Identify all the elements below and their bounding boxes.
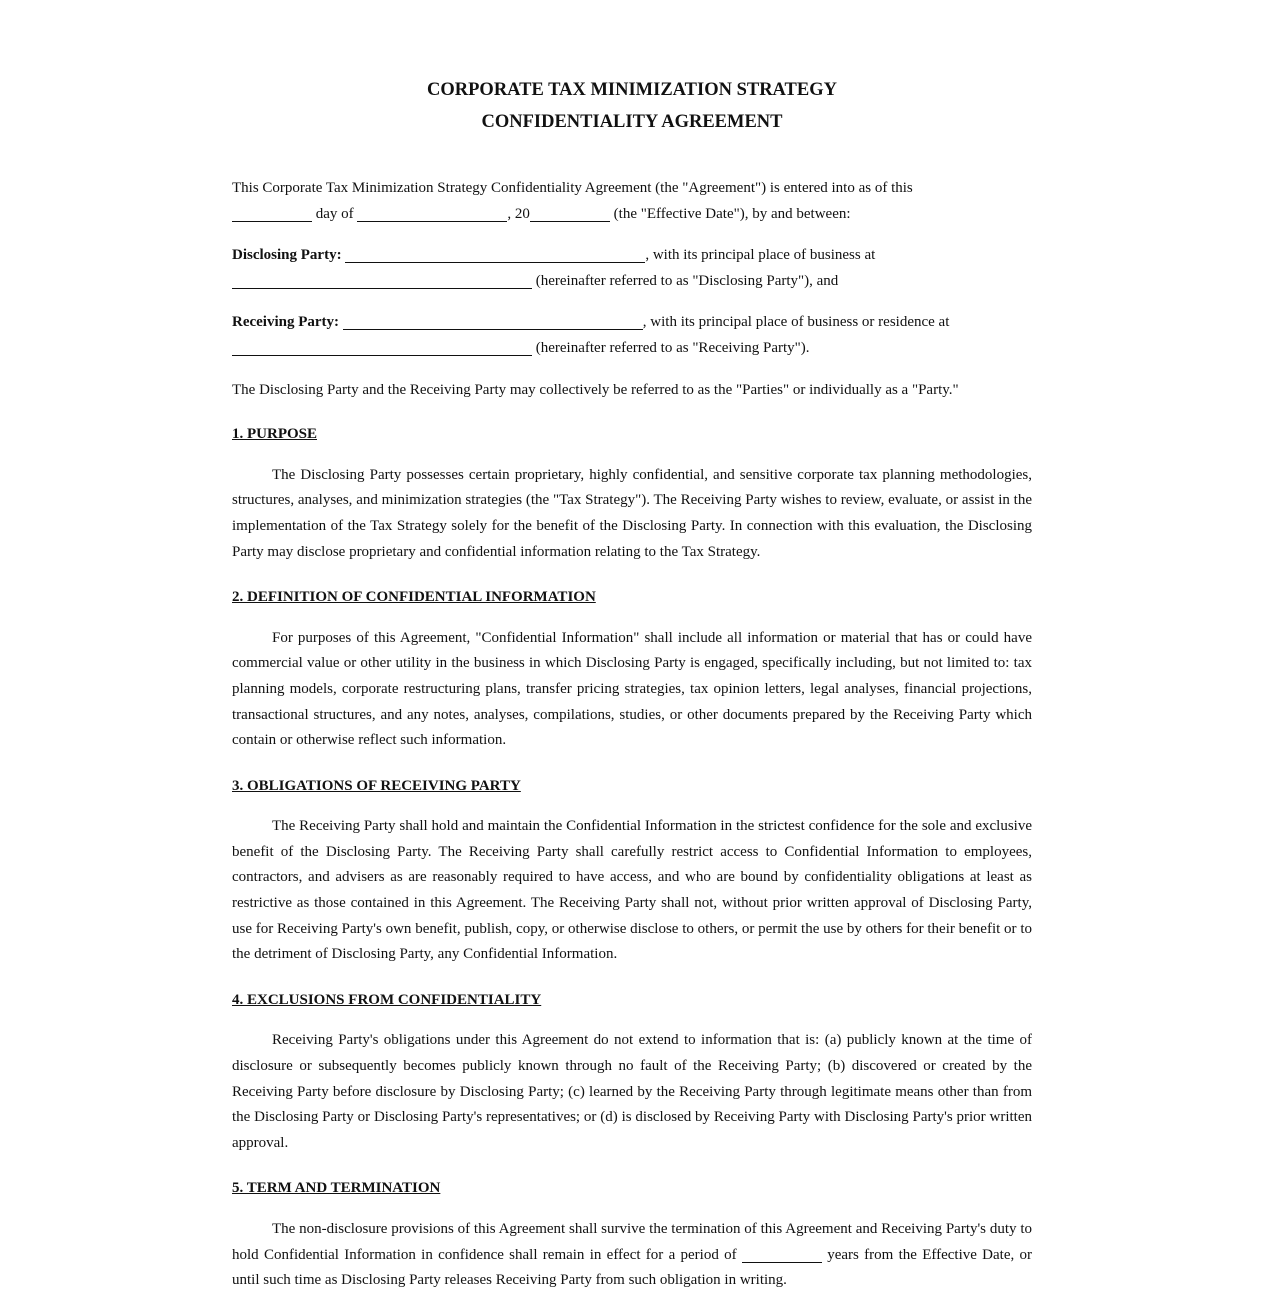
receiving-text-b: (hereinafter referred to as "Receiving Party"). <box>535 339 810 356</box>
receiving-party-name-field[interactable] <box>343 313 643 330</box>
intro-text-d: (the "Effective Date"), by and between: <box>613 205 851 222</box>
section-body-exclusions: Receiving Party's obligations under this Agreement do not extend to information that is: (a) publicly known at the time of disclosure or subsequently becomes publicly known through no fault of the Receiving Party; (b) discovered or created by the Receiving Party before disclosure by Disclosing Party; (c) learned by the Receiving Party through legitimate means other than from the Disclosing Party or Disclosing Party's representatives; or (d) is disclosed by Receiving Party with Disclosing Party's prior written approval. <box>232 1032 1032 1151</box>
section-body-obligations: The Receiving Party shall hold and maintain the Confidential Information in the strictest confidence for the sole and exclusive benefit of the Disclosing Party. The Receiving Party shall carefully restrict access to Confidential Information to employees, contractors, and advisers as are reasonably required to have access, and who are bound by confidentiality obligations at least as restrictive as those contained in this Agreement. The Receiving Party shall not, without prior written approval of Disclosing Party, use for Receiving Party's own benefit, publish, copy, or otherwise disclose to others, or permit the use by others for their benefit or to the detriment of Disclosing Party, any Confidential Information. <box>232 818 1032 963</box>
year-blank-field[interactable] <box>530 205 610 222</box>
section-heading-obligations: 3. OBLIGATIONS OF RECEIVING PARTY <box>232 777 521 794</box>
month-blank-field[interactable] <box>357 205 507 222</box>
disclosing-party-paragraph <box>232 243 1032 294</box>
section-heading-definition: 2. DEFINITION OF CONFIDENTIAL INFORMATION <box>232 589 596 606</box>
intro-text-a: This Corporate Tax Minimization Strategy Confidentiality Agreement (the "Agreement") is entered into as of this <box>232 180 913 196</box>
section-heading-exclusions: 4. EXCLUSIONS FROM CONFIDENTIALITY <box>232 991 542 1008</box>
section-heading-term: 5. TERM AND TERMINATION <box>232 1180 441 1197</box>
disclosing-party-label: Disclosing Party: <box>232 247 342 264</box>
receiving-party-paragraph <box>232 310 1032 361</box>
document-page <box>232 74 1032 1314</box>
section-body-term <box>232 1217 1032 1294</box>
section-body-definition: For purposes of this Agreement, "Confidential Information" shall include all information or material that has or could have commercial value or other utility in the business in which Disclosing Party is engaged, specifically including, but not limited to: tax planning models, corporate restructuring plans, transfer pricing strategies, tax opinion letters, legal analyses, financial projections, transactional structures, and any notes, analyses, compilations, studies, or other documents prepared by the Receiving Party which contain or otherwise reflect such information. <box>232 629 1032 749</box>
day-blank-field[interactable] <box>232 205 312 222</box>
title-line-1: CORPORATE TAX MINIMIZATION STRATEGY <box>427 80 837 100</box>
parties-definition-paragraph: The Disclosing Party and the Receiving Party may collectively be referred to as the "Parties" or individually as a "Party." <box>232 381 959 398</box>
term-text-b: years from the Effective Date, or until such time as Disclosing Party releases Receiving Party from such obligation in writing. <box>232 1246 1033 1289</box>
document-title <box>232 74 1032 138</box>
receiving-party-label: Receiving Party: <box>232 314 340 331</box>
disclosing-text-a: , with its principal place of business at <box>645 247 876 264</box>
receiving-party-address-field[interactable] <box>232 339 532 356</box>
disclosing-party-name-field[interactable] <box>345 246 645 263</box>
disclosing-text-b: (hereinafter referred to as "Disclosing Party"), and <box>535 272 839 289</box>
intro-text-b: day of <box>315 205 354 222</box>
title-line-2: CONFIDENTIALITY AGREEMENT <box>481 112 783 132</box>
receiving-text-a: , with its principal place of business or residence at <box>642 314 950 331</box>
intro-text-c: , 20 <box>507 205 530 222</box>
disclosing-party-address-field[interactable] <box>232 272 532 289</box>
section-heading-purpose: 1. PURPOSE <box>232 426 318 443</box>
section-body-purpose: The Disclosing Party possesses certain proprietary, highly confidential, and sensitive corporate tax planning methodologies, structures, analyses, and minimization strategies (the "Tax Strategy"). The Receiving Party wishes to review, evaluate, or assist in the implementation of the Tax Strategy solely for the benefit of the Disclosing Party. In connection with this evaluation, the Disclosing Party may disclose proprietary and confidential information relating to the Tax Strategy. <box>232 466 1032 560</box>
term-years-blank-field[interactable] <box>742 1246 822 1263</box>
intro-paragraph <box>232 176 1032 227</box>
term-text-a: The non-disclosure provisions of this Agreement shall survive the termination of this Agreement and Receiving Party's duty to hold Confidential Information in confidence shall remain in effect for a period of <box>232 1221 1032 1263</box>
